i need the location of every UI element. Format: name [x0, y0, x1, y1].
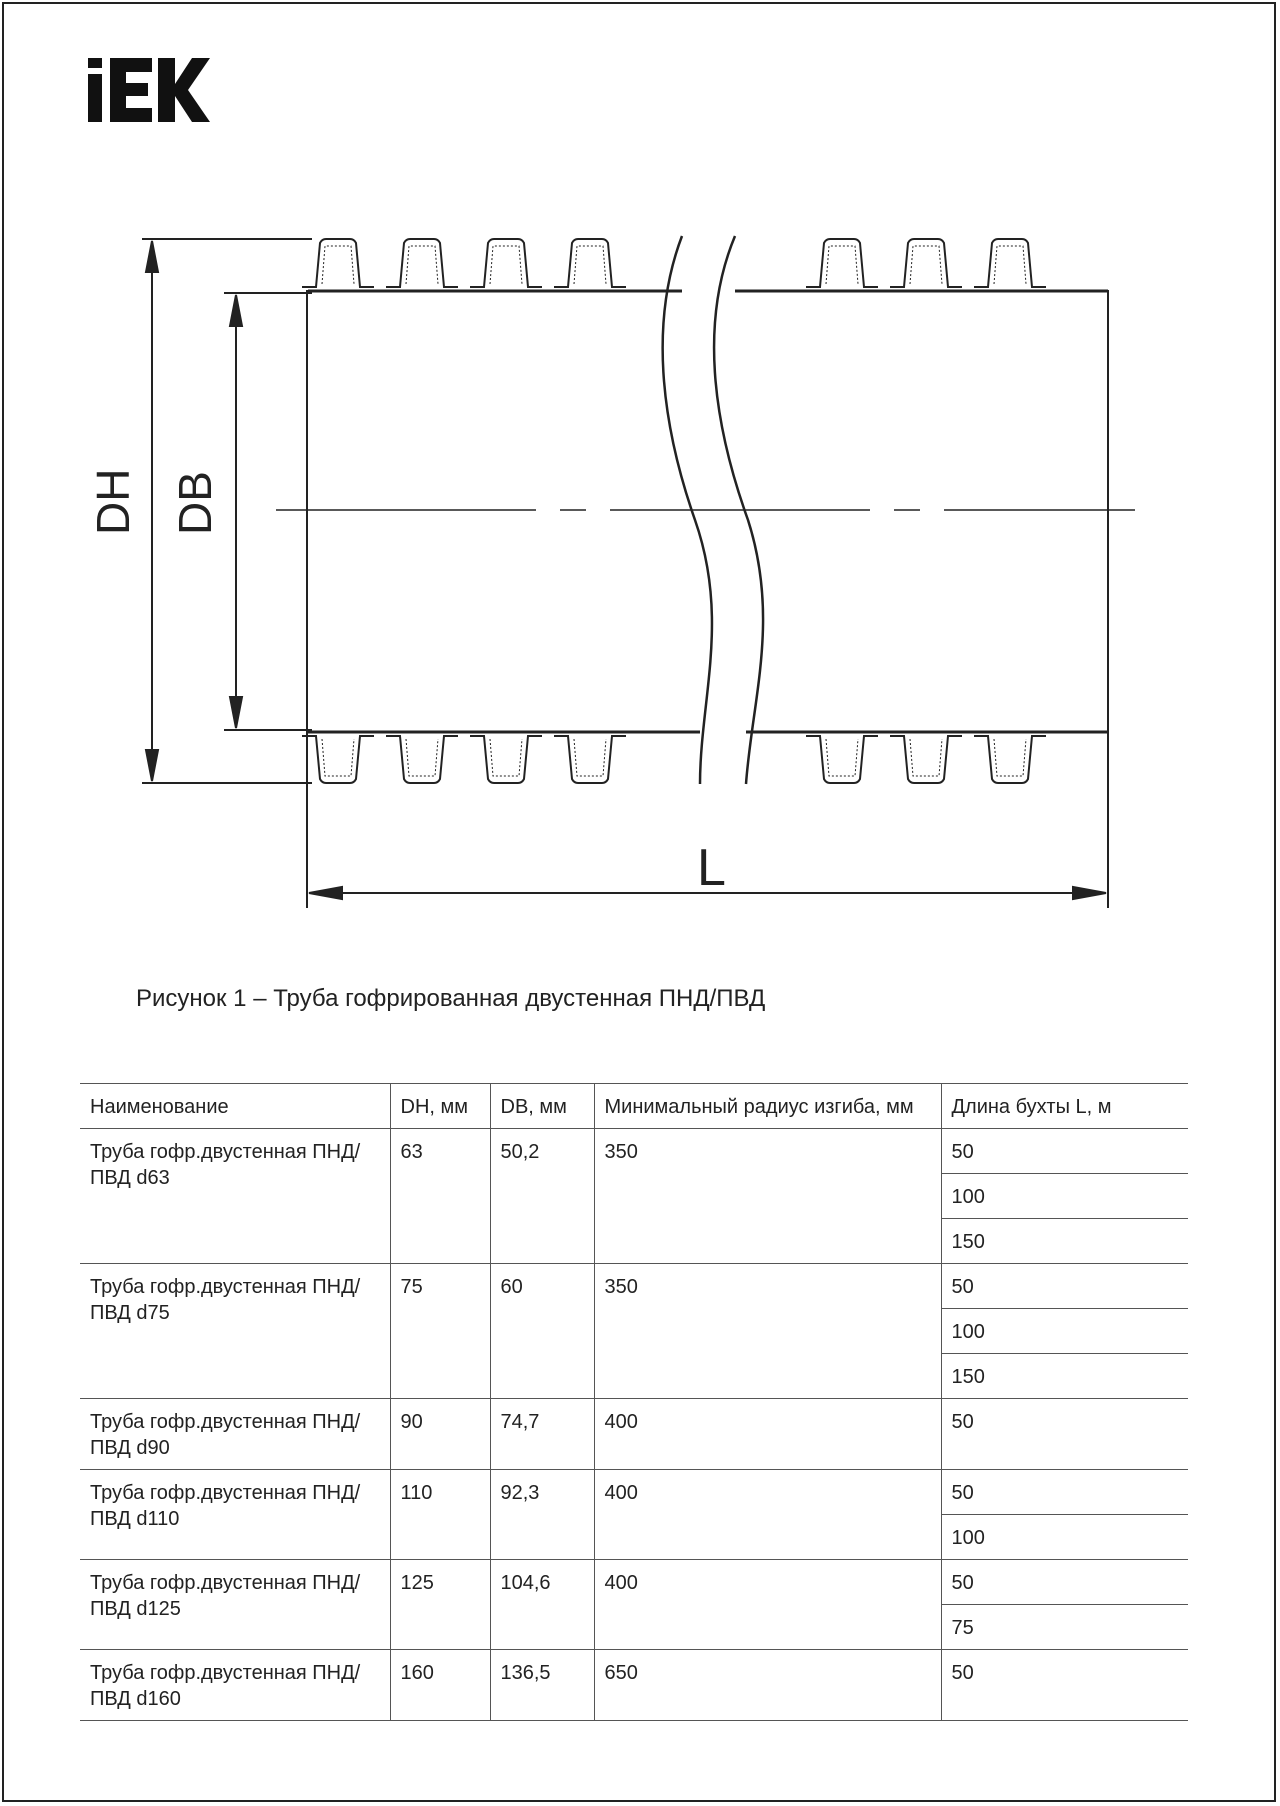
row-db: 60 — [490, 1264, 594, 1399]
header-radius: Минимальный радиус изгиба, мм — [594, 1084, 941, 1129]
inner-diameter-label: DB — [169, 471, 221, 535]
corrugation-ridge — [302, 239, 374, 287]
header-dh: DH, мм — [390, 1084, 490, 1129]
table-header-row — [80, 1084, 1188, 1129]
spec-table — [80, 1083, 1188, 1721]
row-dh: 75 — [390, 1264, 490, 1399]
figure-caption: Рисунок 1 – Труба гофрированная двустенная ПНД/ПВД — [136, 985, 766, 1012]
corrugation-ridge-inner — [910, 739, 942, 776]
table-row — [80, 1129, 1188, 1174]
row-length: 100 — [941, 1515, 1188, 1560]
row-name: Труба гофр.двустенная ПНД/ ПВД d63 — [80, 1129, 390, 1264]
row-name: Труба гофр.двустенная ПНД/ ПВД d125 — [80, 1560, 390, 1650]
row-db: 92,3 — [490, 1470, 594, 1560]
outer-diameter-label: DH — [87, 468, 139, 535]
corrugation-ridge-inner — [826, 246, 858, 284]
row-name: Труба гофр.двустенная ПНД/ ПВД d90 — [80, 1399, 390, 1470]
row-db: 104,6 — [490, 1560, 594, 1650]
row-length: 50 — [941, 1264, 1188, 1309]
table-row — [80, 1560, 1188, 1605]
row-name: Труба гофр.двустенная ПНД/ ПВД d160 — [80, 1650, 390, 1721]
corrugation-ridge — [974, 239, 1046, 287]
row-dh: 90 — [390, 1399, 490, 1470]
corrugation-ridge-inner — [406, 739, 438, 776]
corrugation-ridge-inner — [574, 739, 606, 776]
corrugation-ridge-inner — [574, 246, 606, 284]
row-db: 50,2 — [490, 1129, 594, 1264]
corrugation-ridge — [470, 239, 542, 287]
corrugation-ridge-inner — [490, 246, 522, 284]
row-length: 50 — [941, 1470, 1188, 1515]
corrugation-ridge — [890, 736, 962, 783]
row-length: 100 — [941, 1174, 1188, 1219]
corrugation-ridge — [806, 239, 878, 287]
table-row — [80, 1650, 1188, 1721]
corrugation-ridge-inner — [910, 246, 942, 284]
row-dh: 160 — [390, 1650, 490, 1721]
row-radius: 350 — [594, 1129, 941, 1264]
row-length: 50 — [941, 1129, 1188, 1174]
corrugation-ridge — [554, 239, 626, 287]
row-length: 50 — [941, 1650, 1188, 1721]
corrugation-bottom — [302, 736, 1046, 783]
pipe-outline — [142, 236, 1135, 908]
header-name: Наименование — [80, 1084, 390, 1129]
corrugation-ridge — [554, 736, 626, 783]
row-dh: 125 — [390, 1560, 490, 1650]
corrugation-ridge-inner — [994, 739, 1026, 776]
row-dh: 110 — [390, 1470, 490, 1560]
row-length: 50 — [941, 1560, 1188, 1605]
row-radius: 400 — [594, 1399, 941, 1470]
header-db: DB, мм — [490, 1084, 594, 1129]
corrugation-ridge — [386, 736, 458, 783]
corrugation-ridge-inner — [490, 739, 522, 776]
table-row — [80, 1264, 1188, 1309]
corrugation-ridge — [302, 736, 374, 783]
row-radius: 650 — [594, 1650, 941, 1721]
row-dh: 63 — [390, 1129, 490, 1264]
row-length: 150 — [941, 1354, 1188, 1399]
row-name: Труба гофр.двустенная ПНД/ ПВД d75 — [80, 1264, 390, 1399]
row-radius: 400 — [594, 1470, 941, 1560]
row-length: 100 — [941, 1309, 1188, 1354]
corrugation-ridge — [386, 239, 458, 287]
row-db: 74,7 — [490, 1399, 594, 1470]
row-radius: 350 — [594, 1264, 941, 1399]
row-db: 136,5 — [490, 1650, 594, 1721]
corrugation-ridge-inner — [406, 246, 438, 284]
corrugation-ridge — [806, 736, 878, 783]
row-length: 50 — [941, 1399, 1188, 1470]
corrugation-ridge-inner — [322, 246, 354, 284]
table-row — [80, 1470, 1188, 1515]
table-row — [80, 1399, 1188, 1470]
corrugation-ridge-inner — [322, 739, 354, 776]
row-length: 75 — [941, 1605, 1188, 1650]
header-length: Длина бухты L, м — [941, 1084, 1188, 1129]
corrugation-ridge — [890, 239, 962, 287]
row-length: 150 — [941, 1219, 1188, 1264]
length-label: L — [697, 839, 726, 897]
corrugation-ridge — [470, 736, 542, 783]
row-name: Труба гофр.двустенная ПНД/ ПВД d110 — [80, 1470, 390, 1560]
corrugation-ridge — [974, 736, 1046, 783]
corrugation-ridge-inner — [826, 739, 858, 776]
row-radius: 400 — [594, 1560, 941, 1650]
corrugation-ridge-inner — [994, 246, 1026, 284]
